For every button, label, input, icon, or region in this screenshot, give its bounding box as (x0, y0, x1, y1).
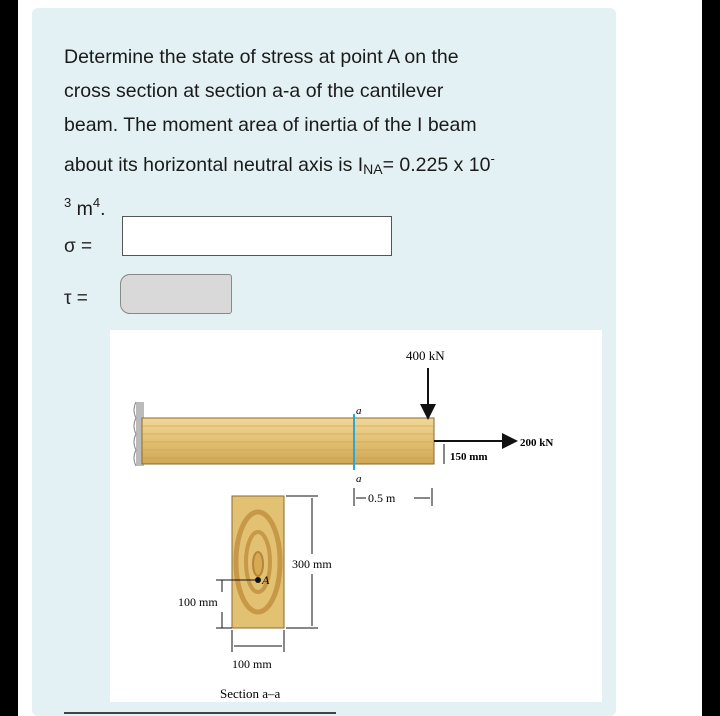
section-width-label: 100 mm (232, 657, 272, 671)
question-line-4: about its horizontal neutral axis is $I_{NA}= 0.225$ x 10- (64, 151, 495, 177)
sigma-input[interactable] (122, 216, 392, 256)
distance-label: 0.5 m (368, 491, 396, 505)
point-a-height-label: 100 mm (178, 595, 218, 609)
section-width-dimension (232, 630, 284, 652)
tau-label: τ = (64, 288, 88, 309)
question-card (32, 8, 616, 716)
beam-figure (110, 330, 602, 702)
cross-section (232, 496, 284, 628)
load-axial-label: 200 kN (520, 437, 554, 449)
section-height-label: 300 mm (292, 557, 332, 571)
beam (142, 418, 434, 464)
question-line-3: beam. The moment area of inertia of the I beam (64, 114, 477, 136)
question-line-2: cross section at section a-a of the cantilever (64, 80, 444, 102)
sigma-label: σ = (64, 236, 93, 257)
offset-label: 150 mm (450, 451, 488, 463)
point-a-label: A (262, 573, 270, 587)
question-text (64, 40, 584, 226)
page (18, 0, 702, 716)
tau-input[interactable] (120, 274, 232, 314)
section-mark-top: a (356, 405, 362, 417)
load-vertical-label: 400 kN (406, 348, 445, 363)
section-mark-bottom: a (356, 473, 362, 485)
divider (64, 712, 336, 714)
question-line-5: $^3$ $m^4$. (64, 195, 106, 220)
question-line-1: Determine the state of stress at point A on the (64, 46, 459, 68)
section-caption: Section a–a (220, 686, 281, 701)
